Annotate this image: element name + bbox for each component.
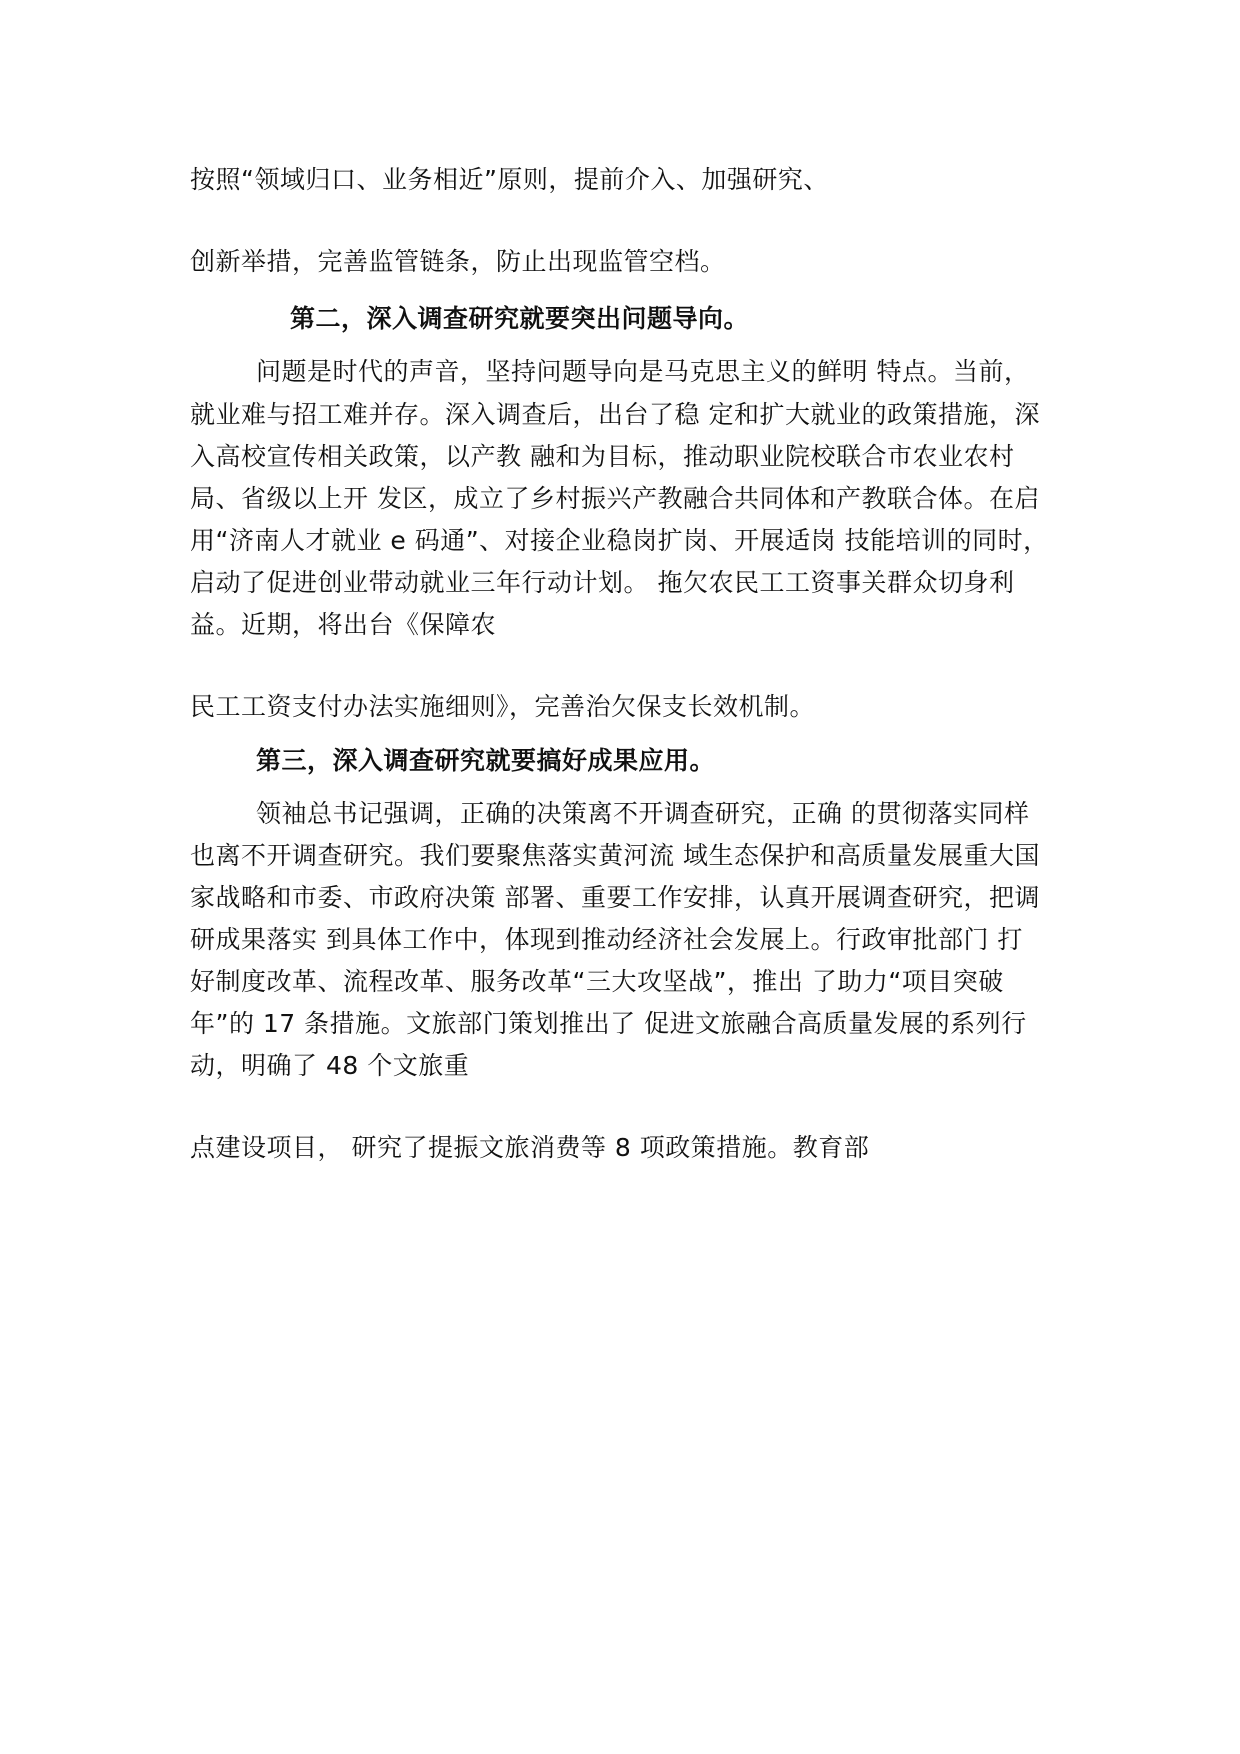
text-line-15: 家战略和市委、市政府决策 部署、重要工作安排，认真开展调查研究，把调 xyxy=(190,883,1040,912)
text-line-7: 局、省级以上开 发区，成立了乡村振兴产教融合共同体和产教联合体。在启 xyxy=(190,484,1040,513)
text-line-10: 益。近期，将出台《保障农 xyxy=(190,610,497,639)
text-line-2: 创新举措，完善监管链条，防止出现监管空档。 xyxy=(190,247,726,276)
text-line-19: 动，明确了 48 个文旅重 xyxy=(190,1051,470,1080)
text-line-11: 民工工资支付办法实施细则》，完善治欠保支长效机制。 xyxy=(190,692,816,721)
text-line-5: 就业难与招工难并存。深入调查后，出台了稳 定和扩大就业的政策措施，深 xyxy=(190,400,1040,429)
text-line-8: 用“济南人才就业 e 码通”、对接企业稳岗扩岗、开展适岗 技能培训的同时， xyxy=(190,526,1049,555)
text-line-17: 好制度改革、流程改革、服务改革“三大攻坚战”，推出 了助力“项目突破 xyxy=(190,967,1004,996)
section-heading-2: 第二，深入调查研究就要突出问题导向。 xyxy=(290,304,750,333)
section-heading-3: 第三，深入调查研究就要搞好成果应用。 xyxy=(256,746,716,775)
text-line-6: 入高校宣传相关政策，以产教 融和为目标，推动职业院校联合市农业农村 xyxy=(190,442,1015,471)
text-line-4: 问题是时代的声音，坚持问题导向是马克思主义的鲜明 特点。当前， xyxy=(256,357,1030,386)
text-line-18: 年”的 17 条措施。文旅部门策划推出了 促进文旅融合高质量发展的系列行 xyxy=(190,1009,1027,1038)
text-line-14: 也离不开调查研究。我们要聚焦落实黄河流 域生态保护和高质量发展重大国 xyxy=(190,841,1040,870)
text-line-1: 按照“领域归口、业务相近”原则，提前介入、加强研究、 xyxy=(190,165,829,194)
text-line-20: 点建设项目， 研究了提振文旅消费等 8 项政策措施。教育部 xyxy=(190,1133,870,1162)
text-line-13: 领袖总书记强调，正确的决策离不开调查研究，正确 的贯彻落实同样 xyxy=(256,799,1030,828)
text-line-16: 研成果落实 到具体工作中，体现到推动经济社会发展上。行政审批部门 打 xyxy=(190,925,1023,954)
text-line-9: 启动了促进创业带动就业三年行动计划。 拖欠农民工工资事关群众切身利 xyxy=(190,568,1015,597)
